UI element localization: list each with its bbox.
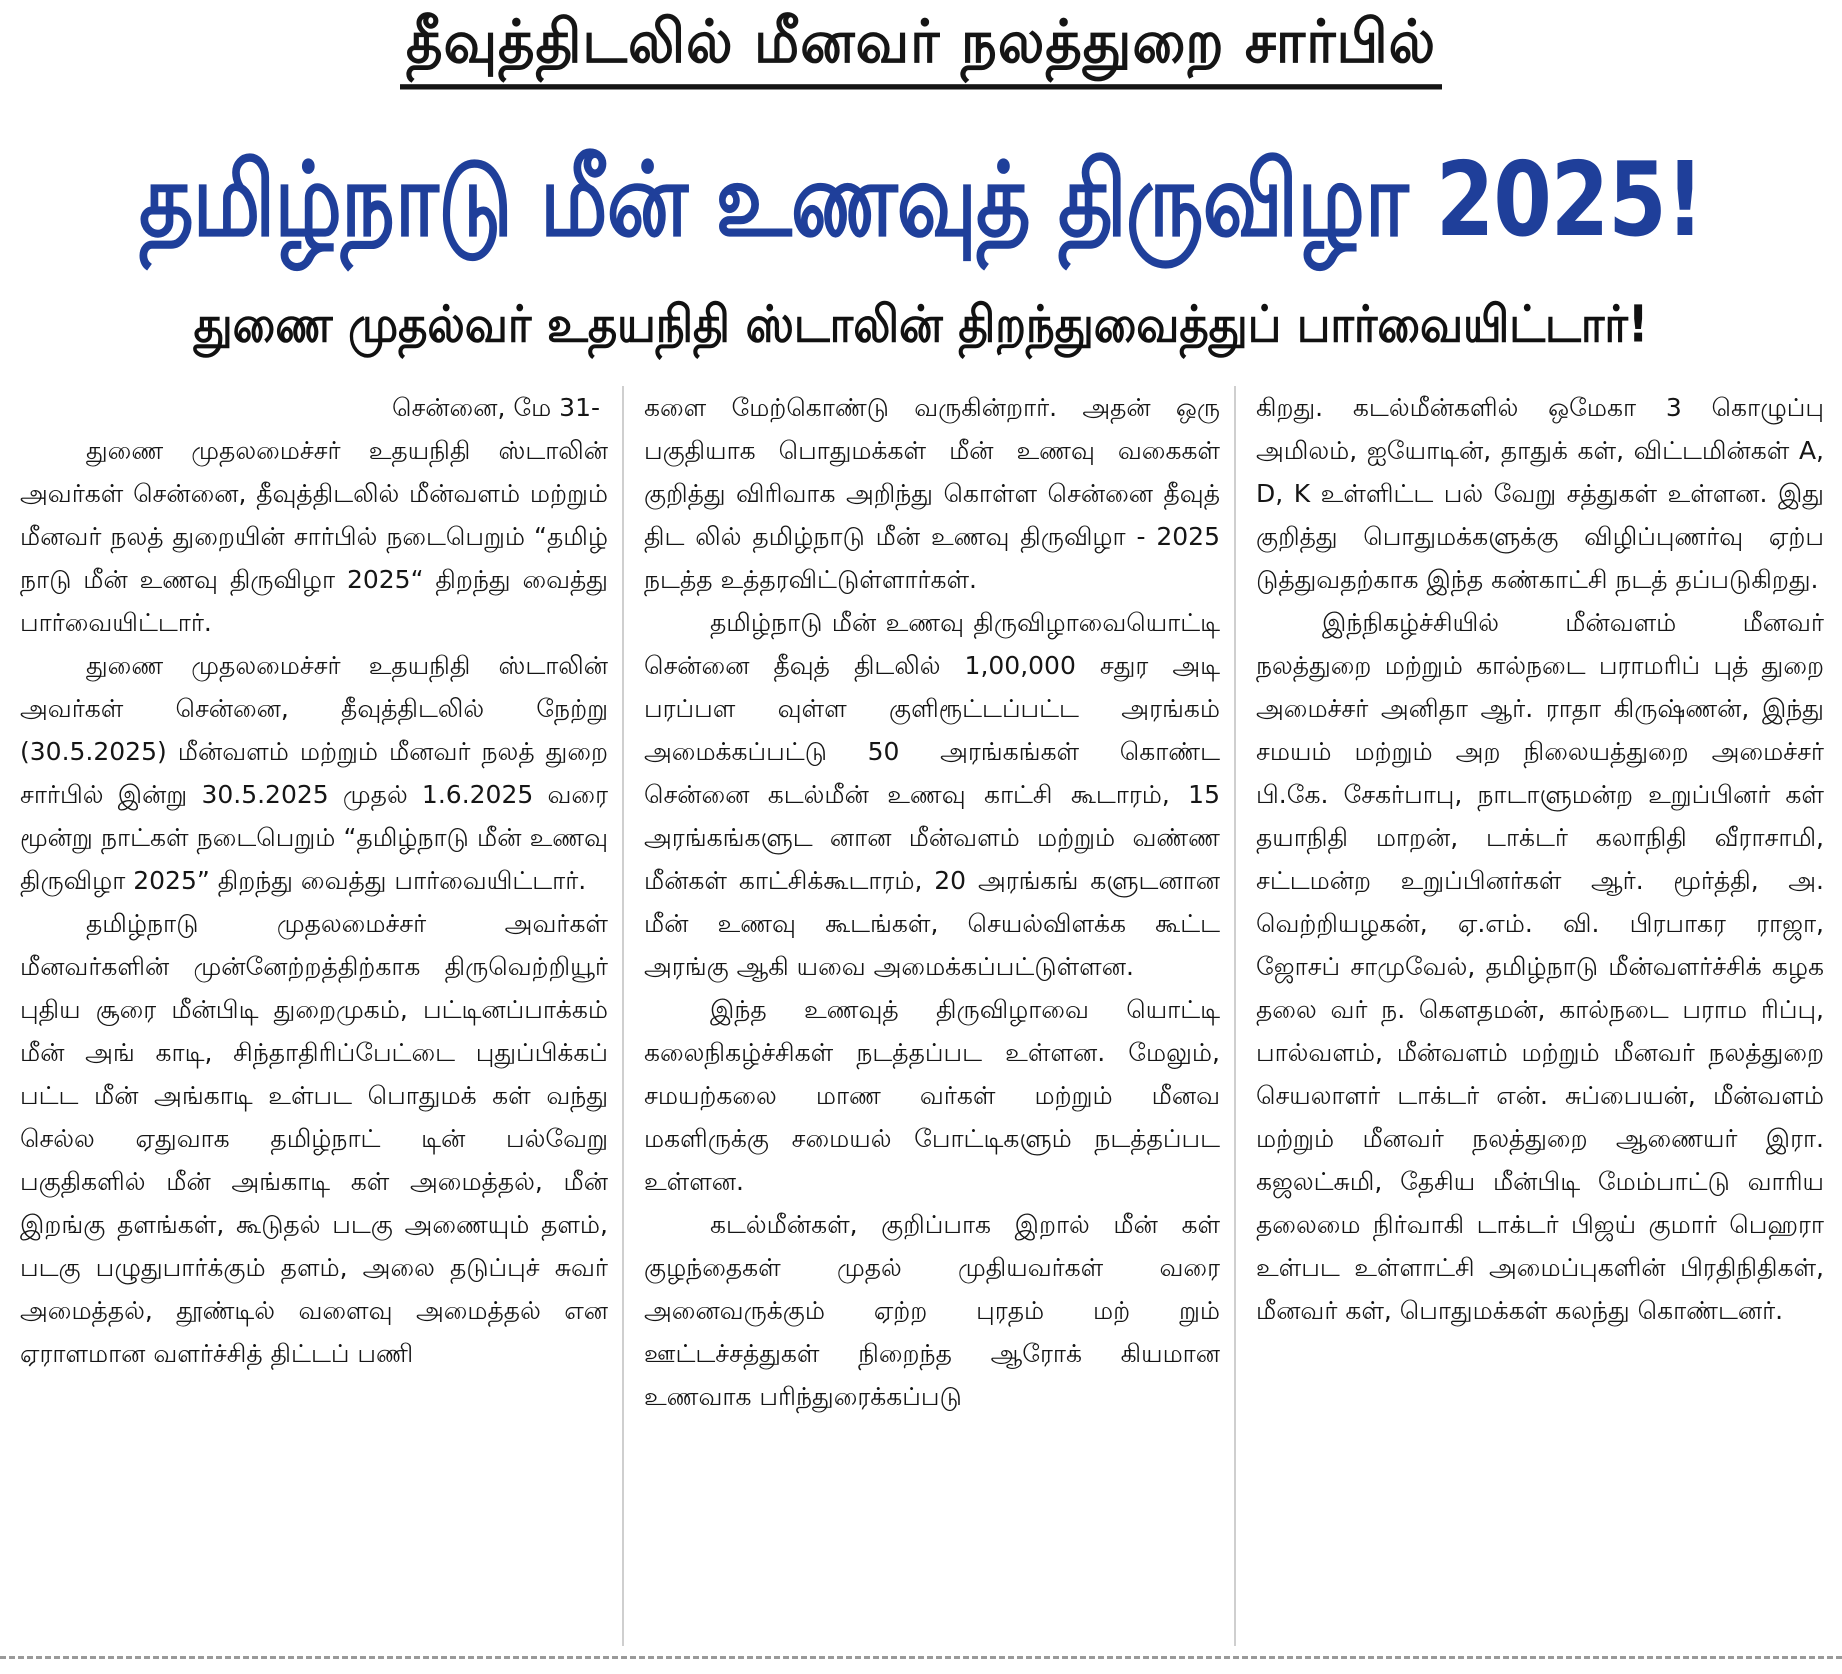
headline: தமிழ்நாடு மீன் உணவுத் திருவிழா 2025!	[138, 139, 1704, 260]
article-column-2	[624, 386, 1236, 1646]
article-column-3	[1236, 386, 1832, 1646]
bottom-divider	[0, 1656, 1842, 1659]
article-column-1	[12, 386, 624, 1646]
paragraph: துணை முதலமைச்சர் உதயநிதி ஸ்டாலின் அவர்கள் சென்னை, தீவுத்திடலில் நேற்று (30.5.2025) மீன்வளம் மற்றும் மீனவர் நலத் துறை சார்பில் இன்று 30.5.2025 முதல் 1.6.2025 வரை மூன்று நாட்கள் நடைபெறும் “தமிழ்நாடு மீன் உணவு திருவிழா 2025” திறந்து வைத்து பார்வையிட்டார்.	[20, 651, 608, 895]
paragraph: துணை முதலமைச்சர் உதயநிதி ஸ்டாலின் அவர்கள் சென்னை, தீவுத்திடலில் மீன்வளம் மற்றும் மீனவர் நலத் துறையின் சார்பில் நடைபெறும் “தமிழ் நாடு மீன் உணவு திருவிழா 2025“ திறந்து வைத்து பார்வையிட்டார்.	[20, 436, 608, 637]
paragraph: தமிழ்நாடு மீன் உணவு திருவிழாவையொட்டி சென்னை தீவுத் திடலில் 1,00,000 சதுர அடி பரப்பள வுள்ள குளிரூட்டப்பட்ட அரங்கம் அமைக்கப்பட்டு 50 அரங்கங்கள் கொண்ட சென்னை கடல்மீன் உணவு காட்சி கூடாரம், 15 அரங்கங்களுட னான மீன்வளம் மற்றும் வண்ண மீன்கள் காட்சிக்கூடாரம், 20 அரங்கங் களுடனான மீன் உணவு கூடங்கள், செயல்விளக்க கூட்ட அரங்கு ஆகி யவை அமைக்கப்பட்டுள்ளன.	[644, 608, 1220, 981]
dateline: சென்னை, மே 31-	[392, 393, 600, 422]
paragraph: தமிழ்நாடு முதலமைச்சர் அவர்கள் மீனவர்களின் முன்னேற்றத்திற்காக திருவெற்றியூர் புதிய சூரை மீன்பிடி துறைமுகம், பட்டினப்பாக்கம் மீன் அங் காடி, சிந்தாதிரிப்பேட்டை புதுப்பிக்கப் பட்ட மீன் அங்காடி உள்பட பொதுமக் கள் வந்து செல்ல ஏதுவாக தமிழ்நாட் டின் பல்வேறு பகுதிகளில் மீன் அங்காடி கள் அமைத்தல், மீன் இறங்கு தளங்கள், கூடுதல் படகு அணையும் தளம், படகு பழுதுபார்க்கும் தளம், அலை தடுப்புச் சுவர் அமைத்தல், தூண்டில் வளைவு அமைத்தல் என ஏராளமான வளர்ச்சித் திட்டப் பணி	[20, 909, 608, 1368]
paragraph: இந்த உணவுத் திருவிழாவை யொட்டி கலைநிகழ்ச்சிகள் நடத்தப்பட உள்ளன. மேலும், சமயற்கலை மாண வர்கள் மற்றும் மீனவ மகளிருக்கு சமையல் போட்டிகளும் நடத்தப்பட உள்ளன.	[644, 995, 1220, 1196]
subheadline: துணை முதல்வர் உதயநிதி ஸ்டாலின் திறந்துவைத்துப் பார்வையிட்டார்!	[193, 294, 1649, 354]
paragraph: களை மேற்கொண்டு வருகின்றார். அதன் ஒரு பகுதியாக பொதுமக்கள் மீன் உணவு வகைகள் குறித்து விரிவாக அறிந்து கொள்ள சென்னை தீவுத் திட லில் தமிழ்நாடு மீன் உணவு திருவிழா - 2025 நடத்த உத்தரவிட்டுள்ளார்கள்.	[644, 393, 1220, 594]
article-body	[12, 386, 1832, 1646]
paragraph: இந்நிகழ்ச்சியில் மீன்வளம் மீனவர் நலத்துறை மற்றும் கால்நடை பராமரிப் புத் துறை அமைச்சர் அனிதா ஆர். ராதா கிருஷ்ணன், இந்து சமயம் மற்றும் அற நிலையத்துறை அமைச்சர் பி.கே. சேகர்பாபு, நாடாளுமன்ற உறுப்பினர் கள் தயாநிதி மாறன், டாக்டர் கலாநிதி வீராசாமி, சட்டமன்ற உறுப்பினர்கள் ஆர். மூர்த்தி, அ. வெற்றியழகன், ஏ.எம். வி. பிரபாகர ராஜா, ஜோசப் சாமுவேல், தமிழ்நாடு மீன்வளர்ச்சிக் கழக தலை வர் ந. கௌதமன், கால்நடை பராம ரிப்பு, பால்வளம், மீன்வளம் மற்றும் மீனவர் நலத்துறை செயலாளர் டாக்டர் என். சுப்பையன், மீன்வளம் மற்றும் மீனவர் நலத்துறை ஆணையர் இரா. கஜலட்சுமி, தேசிய மீன்பிடி மேம்பாட்டு வாரிய தலைமை நிர்வாகி டாக்டர் பிஜய் குமார் பெஹரா உள்பட உள்ளாட்சி அமைப்புகளின் பிரதிநிதிகள், மீனவர் கள், பொதுமக்கள் கலந்து கொண்டனர்.	[1256, 608, 1824, 1325]
paragraph: கிறது. கடல்மீன்களில் ஒமேகா 3 கொழுப்பு அமிலம், ஐயோடின், தாதுக் கள், விட்டமின்கள் A, D, K உள்ளிட்ட பல் வேறு சத்துகள் உள்ளன. இது குறித்து பொதுமக்களுக்கு விழிப்புணர்வு ஏற்ப டுத்துவதற்காக இந்த கண்காட்சி நடத் தப்படுகிறது.	[1256, 393, 1824, 594]
paragraph: கடல்மீன்கள், குறிப்பாக இறால் மீன் கள் குழந்தைகள் முதல் முதியவர்கள் வரை அனைவருக்கும் ஏற்ற புரதம் மற் றும் ஊட்டச்சத்துகள் நிறைந்த ஆரோக் கியமான உணவாக பரிந்துரைக்கப்படு	[644, 1210, 1220, 1411]
kicker-text: தீவுத்திடலில் மீனவர் நலத்துறை சார்பில்	[400, 2, 1442, 90]
kicker	[0, 4, 1842, 88]
